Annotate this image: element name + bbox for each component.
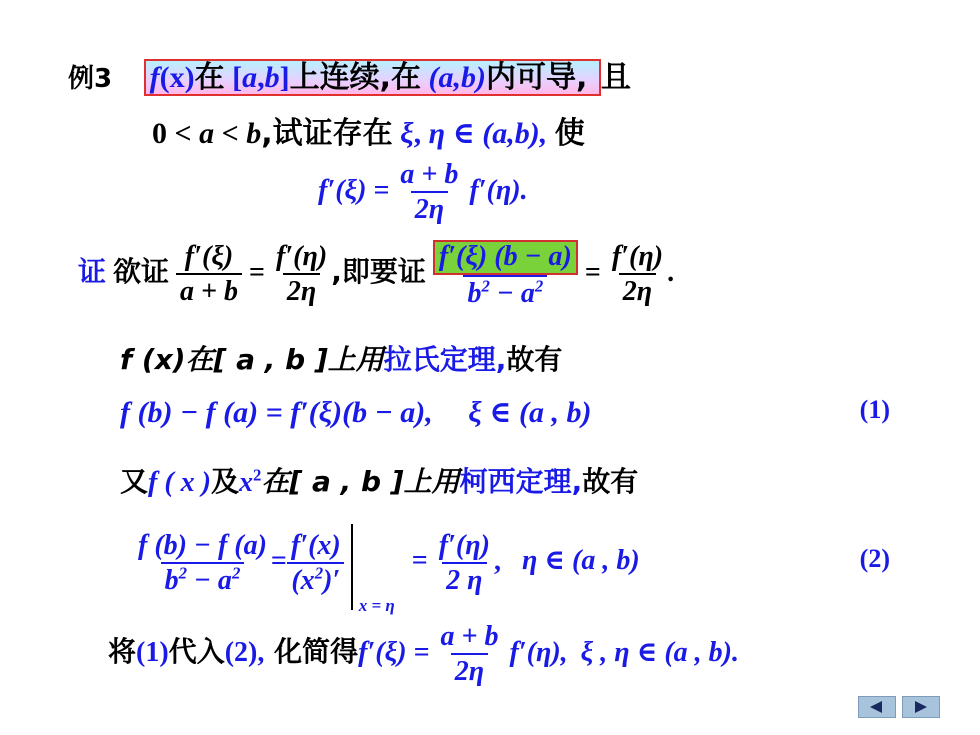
prev-slide-button[interactable] — [858, 696, 896, 718]
conclusion-fraction: $\frac{a + b}{2\eta}$ — [440, 621, 499, 688]
fraction-cauchy-right: $\frac{f'(\eta)}{2 \eta}$ — [438, 529, 490, 596]
next-slide-button[interactable] — [902, 696, 940, 718]
goal-formula: f′(ξ) = $\frac{a + b}{2\eta}$ f′(η). — [318, 159, 528, 226]
lagrange-line: f (x)在[ a , b ]上用拉氏定理,故有 — [120, 343, 563, 376]
arrow-left-icon — [870, 701, 882, 713]
proof-line: 证 欲证 $\frac{f'(\xi)}{a + b}$ = $\frac{f'(\eta)}{2\eta}$ ,即要证 $\frac{f'(\xi) (b - a)}{b^2 - a^2}$ = $\frac{f'(\eta)}{2\eta}$ . — [78, 241, 675, 310]
fraction-cauchy-left: $\frac{f (b) - f (a)}{b^2 - a^2}$ — [138, 529, 267, 596]
condition-line: 0 < a < b,试证存在 ξ, η ∈ (a,b), 使 — [152, 116, 585, 151]
cauchy-line: 又f ( x )及$x^2$在[ a , b ]上用柯西定理,故有 — [120, 465, 639, 498]
fraction-eta-2: $\frac{f'(\eta)}{2\eta}$ — [611, 241, 664, 308]
equation-tag-2: (2) — [859, 544, 890, 573]
goal-fraction: $\frac{a + b}{2\eta}$ — [400, 159, 459, 226]
example-label: 例3 — [68, 64, 113, 94]
proof-label: 证 — [78, 254, 107, 288]
equation-2: $\frac{f (b) - f (a)}{b^2 - a^2}$ = $\frac{f'(x)}{(x^2)'}$ x = η = $\frac{f'(\eta)}{2 \eta}$ , η ∈ (a , b) (2) — [134, 520, 890, 606]
fraction-derivative: $\frac{f'(x)}{(x^2)'}$ — [287, 531, 345, 596]
fraction-highlighted: $\frac{f'(\xi) (b - a)}{b^2 - a^2}$ — [433, 240, 578, 309]
fraction-eta: $\frac{f'(\eta)}{2\eta}$ — [275, 241, 328, 308]
lagrange-theorem: 拉氏定理, — [383, 343, 507, 376]
fraction-xi: $\frac{f'(\xi)}{a + b}$ — [176, 242, 242, 307]
arrow-right-icon — [915, 701, 927, 713]
cauchy-theorem: 柯西定理, — [459, 465, 583, 498]
conclusion-line: 将(1)代入(2), 化简得f′(ξ) = $\frac{a + b}{2\eta}$ f′(η), ξ , η ∈ (a , b). — [108, 621, 739, 688]
highlight-continuous: f(x)在 [a,b]上连续,在 (a,b)内可导, — [144, 59, 601, 96]
evaluation-bar: x = η — [351, 524, 353, 610]
equation-1: f (b) − f (a) = f′(ξ)(b − a), ξ ∈ (a , b) (1) — [120, 395, 890, 429]
equation-tag-1: (1) — [859, 395, 890, 424]
example-line: 例3 f(x)在 [a,b]上连续,在 (a,b)内可导, 且 — [68, 60, 631, 95]
